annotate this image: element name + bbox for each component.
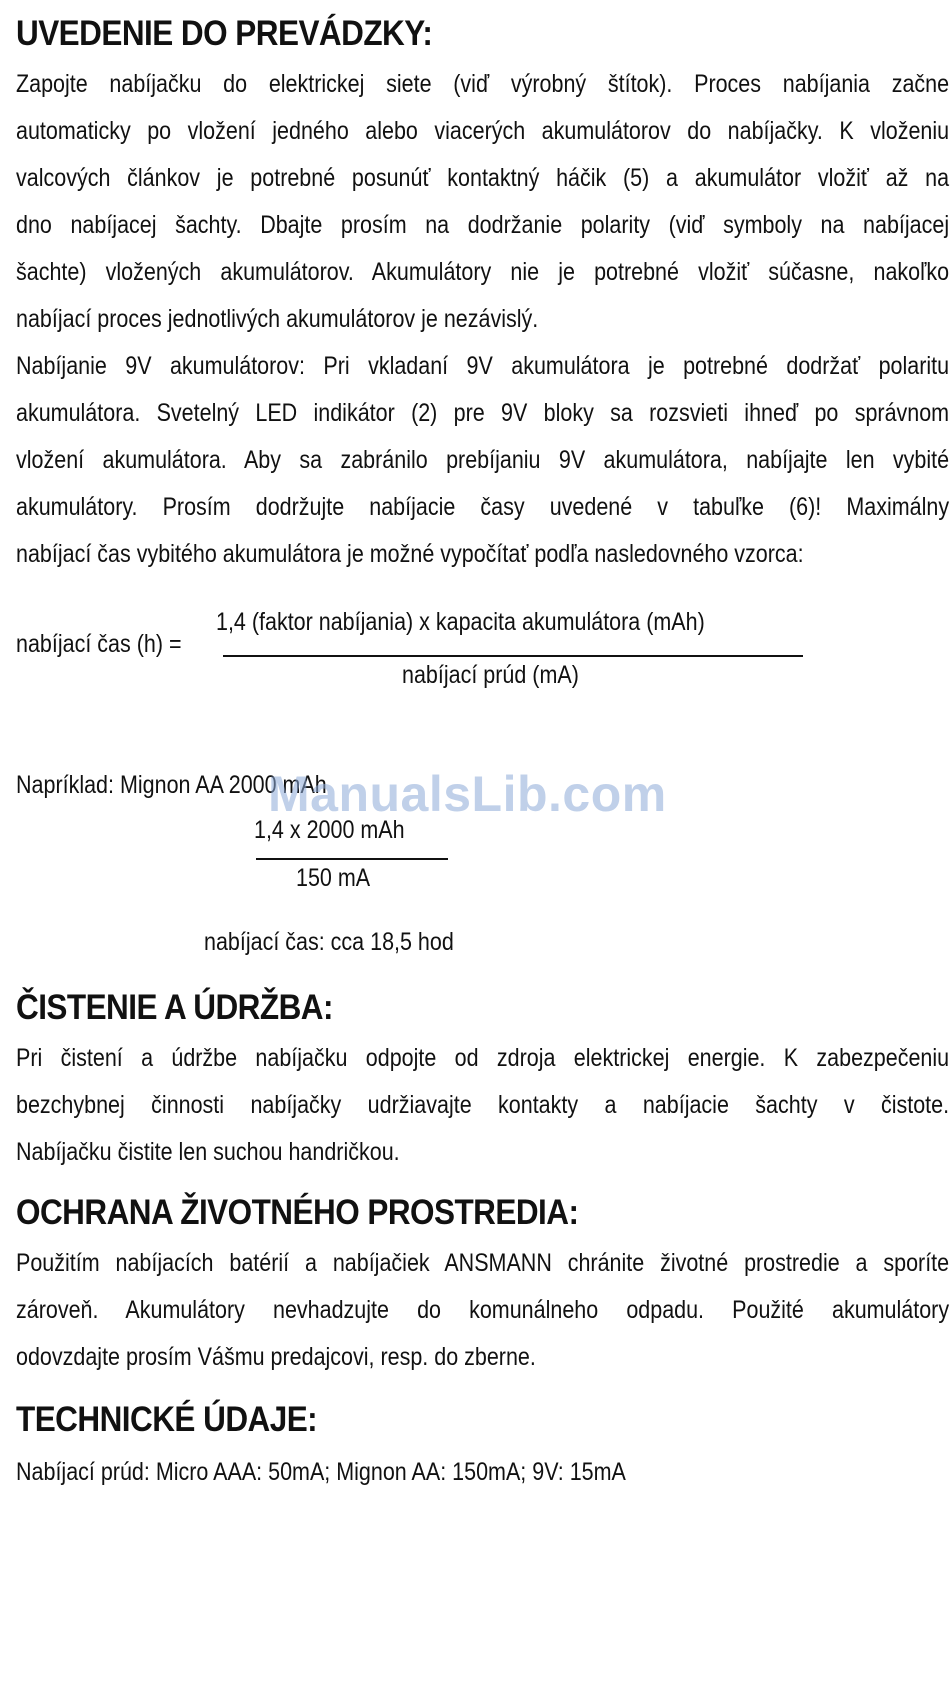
text-line: bezchybnej činnosti nabíjačky udržiavajte kontakty a nabíjacie šachty v čistote.	[16, 1091, 950, 1119]
text-line: odovzdajte prosím Vášmu predajcovi, resp. do zberne.	[16, 1343, 536, 1371]
commissioning-heading: UVEDENIE DO PREVÁDZKY:	[16, 14, 433, 53]
cleaning-paragraph	[16, 1035, 949, 1176]
example-numerator: 1,4 x 2000 mAh	[254, 816, 405, 844]
text-line: vložení akumulátora. Aby sa zabránilo prebíjaniu 9V akumulátora, nabíjajte len vybité	[16, 446, 950, 474]
text-line: akumulátory. Prosím dodržujte nabíjacie časy uvedené v tabuľke (6)! Maximálny	[16, 493, 950, 521]
text-line: Nabíjanie 9V akumulátorov: Pri vkladaní 9V akumulátora je potrebné dodržať polaritu	[16, 352, 950, 380]
text-line: nabíjací proces jednotlivých akumulátorov je nezávislý.	[16, 305, 539, 333]
text-line: akumulátora. Svetelný LED indikátor (2) pre 9V bloky sa rozsvieti ihneď po správnom	[16, 399, 950, 427]
formula-fraction-line	[223, 655, 803, 657]
text-line: Pri čistení a údržbe nabíjačku odpojte od zdroja elektrickej energie. K zabezpečeniu	[16, 1044, 950, 1072]
text-line: Nabíjačku čistite len suchou handričkou.	[16, 1138, 400, 1166]
text-line: valcových článkov je potrebné posunúť kontaktný háčik (5) a akumulátor vložiť až na	[16, 164, 950, 192]
environment-paragraph	[16, 1240, 949, 1381]
text-line: šachte) vložených akumulátorov. Akumulátory nie je potrebné vložiť súčasne, nakoľko	[16, 258, 950, 286]
formula-numerator: 1,4 (faktor nabíjania) x kapacita akumulátora (mAh)	[216, 608, 705, 636]
formula-label: nabíjací čas (h) =	[16, 630, 182, 658]
commissioning-paragraph	[16, 61, 949, 578]
example-denominator: 150 mA	[296, 864, 371, 892]
watermark: ManualsLib.com	[268, 766, 667, 822]
text-line: Použitím nabíjacích batérií a nabíjačiek ANSMANN chránite životné prostredie a sporíte	[16, 1249, 950, 1277]
formula-denominator: nabíjací prúd (mA)	[402, 661, 579, 689]
text-line: automaticky po vložení jedného alebo viacerých akumulátorov do nabíjačky. K vloženiu	[16, 117, 950, 145]
example-intro: Napríklad: Mignon AA 2000 mAh	[16, 771, 327, 799]
text-line: Zapojte nabíjačku do elektrickej siete (viď výrobný štítok). Proces nabíjania začne	[16, 70, 950, 98]
technical-text: Nabíjací prúd: Micro AAA: 50mA; Mignon AA: 150mA; 9V: 15mA	[16, 1458, 626, 1486]
cleaning-heading: ČISTENIE A ÚDRŽBA:	[16, 988, 333, 1027]
technical-heading: TECHNICKÉ ÚDAJE:	[16, 1400, 318, 1439]
example-result: nabíjací čas: cca 18,5 hod	[204, 928, 454, 956]
environment-heading: OCHRANA ŽIVOTNÉHO PROSTREDIA:	[16, 1193, 579, 1232]
text-line: nabíjací čas vybitého akumulátora je možné vypočítať podľa nasledovného vzorca:	[16, 540, 804, 568]
example-fraction-line	[256, 858, 448, 860]
text-line: dno nabíjacej šachty. Dbajte prosím na dodržanie polarity (viď symboly na nabíjacej	[16, 211, 950, 239]
text-line: zároveň. Akumulátory nevhadzujte do komunálneho odpadu. Použité akumulátory	[16, 1296, 950, 1324]
